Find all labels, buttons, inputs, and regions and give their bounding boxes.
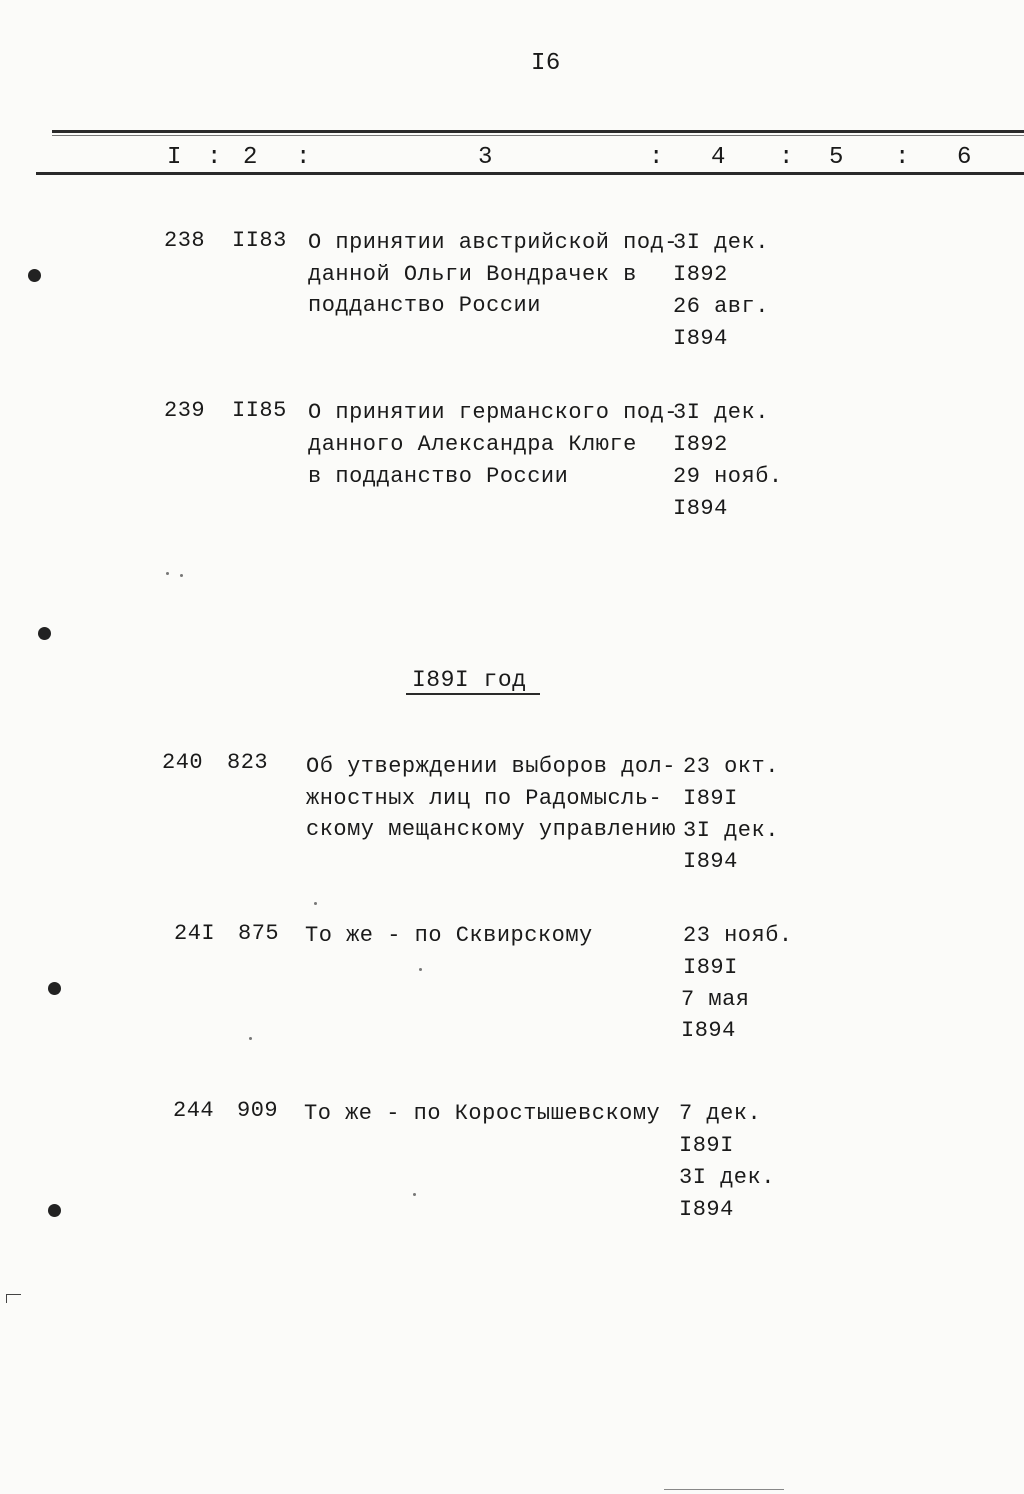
binder-hole bbox=[48, 982, 61, 995]
scan-speck bbox=[419, 968, 422, 971]
date-end-day: 26 авг. bbox=[673, 294, 769, 319]
header-rule-top-thin bbox=[52, 135, 1024, 136]
header-rule-bottom bbox=[36, 172, 1024, 175]
column-header-3: 3 bbox=[478, 144, 493, 171]
binder-hole bbox=[48, 1204, 61, 1217]
column-header-6: 6 bbox=[957, 144, 972, 171]
record-number: 238 bbox=[164, 228, 206, 253]
date-start-day: 3I дек. bbox=[673, 400, 769, 425]
column-header-2: 2 bbox=[243, 144, 258, 171]
scan-speck bbox=[249, 1037, 252, 1040]
date-end-day: 29 нояб. bbox=[673, 464, 783, 489]
scan-speck bbox=[314, 902, 317, 905]
binder-hole bbox=[38, 627, 51, 640]
date-end-year: I894 bbox=[683, 849, 738, 874]
date-end-day: 3I дек. bbox=[683, 818, 779, 843]
date-start-year: I89I bbox=[683, 786, 738, 811]
bottom-edge-line bbox=[664, 1489, 784, 1490]
file-number: 823 bbox=[227, 750, 269, 775]
date-start-day: 23 нояб. bbox=[683, 923, 793, 948]
binder-hole bbox=[28, 269, 41, 282]
column-separator: : bbox=[649, 144, 664, 171]
record-title-line: Об утверждении выборов дол- bbox=[306, 754, 676, 779]
date-end-day: 7 мая bbox=[681, 987, 750, 1012]
file-number: 909 bbox=[237, 1098, 279, 1123]
record-title-line: То же - по Сквирскому bbox=[305, 923, 593, 948]
column-separator: : bbox=[895, 144, 910, 171]
year-heading-underline bbox=[406, 693, 540, 695]
record-number: 240 bbox=[162, 750, 204, 775]
column-separator: : bbox=[779, 144, 794, 171]
date-end-day: 3I дек. bbox=[679, 1165, 775, 1190]
margin-mark bbox=[6, 1294, 21, 1303]
date-start-year: I89I bbox=[683, 955, 738, 980]
file-number: II83 bbox=[232, 228, 287, 253]
year-heading: I89I год bbox=[412, 667, 527, 693]
column-header-5: 5 bbox=[829, 144, 844, 171]
record-title-line: жностных лиц по Радомысль- bbox=[306, 786, 663, 811]
date-end-year: I894 bbox=[679, 1197, 734, 1222]
record-number: 239 bbox=[164, 398, 206, 423]
header-rule-top bbox=[52, 130, 1024, 133]
date-end-year: I894 bbox=[673, 326, 728, 351]
scan-speck bbox=[166, 572, 169, 575]
date-end-year: I894 bbox=[681, 1018, 736, 1043]
column-header-4: 4 bbox=[711, 144, 726, 171]
date-start-year: I89I bbox=[679, 1133, 734, 1158]
column-header-1: I bbox=[167, 144, 182, 171]
date-start-year: I892 bbox=[673, 432, 728, 457]
date-start-day: 23 окт. bbox=[683, 754, 779, 779]
file-number: II85 bbox=[232, 398, 287, 423]
record-title-line: То же - по Коростышевскому bbox=[304, 1101, 661, 1126]
record-title-line: данного Александра Клюге bbox=[308, 432, 637, 457]
column-separator: : bbox=[207, 144, 222, 171]
date-start-year: I892 bbox=[673, 262, 728, 287]
record-number: 24I bbox=[174, 921, 216, 946]
record-title-line: данной Ольги Вондрачек в bbox=[308, 262, 637, 287]
date-start-day: 3I дек. bbox=[673, 230, 769, 255]
record-number: 244 bbox=[173, 1098, 215, 1123]
record-title-line: скому мещанскому управлению bbox=[306, 817, 676, 842]
scan-speck bbox=[180, 574, 183, 577]
record-title-line: подданство России bbox=[308, 293, 541, 318]
record-title-line: в подданство России bbox=[308, 464, 569, 489]
column-separator: : bbox=[296, 144, 311, 171]
record-title-line: О принятии австрийской под- bbox=[308, 230, 678, 255]
date-end-year: I894 bbox=[673, 496, 728, 521]
scan-speck bbox=[413, 1193, 416, 1196]
file-number: 875 bbox=[238, 921, 280, 946]
date-start-day: 7 дек. bbox=[679, 1101, 762, 1126]
record-title-line: О принятии германского под- bbox=[308, 400, 678, 425]
page-number: I6 bbox=[531, 50, 561, 77]
